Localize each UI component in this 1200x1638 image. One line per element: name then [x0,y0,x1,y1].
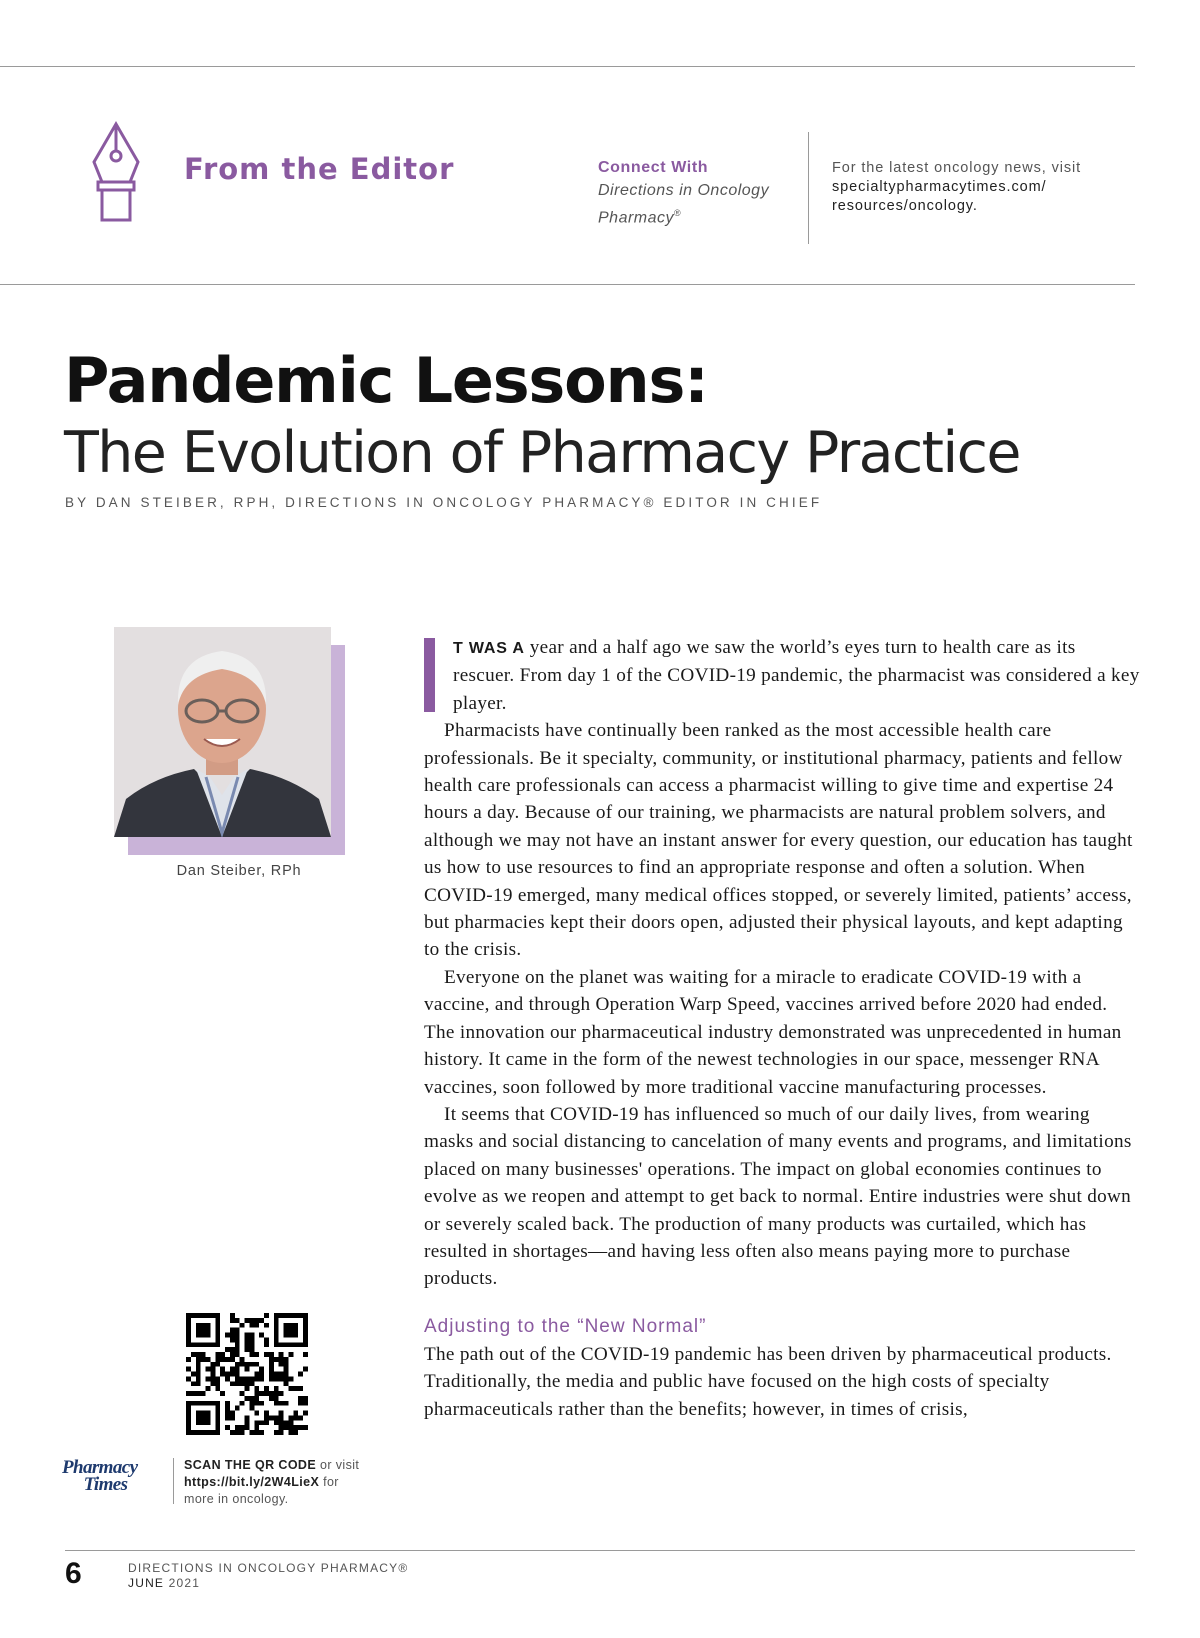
pharmacy-times-logo[interactable] [62,1459,137,1493]
news-url-line2-text: resources/oncology [832,198,973,214]
footer-rule [65,1550,1135,1551]
scan-cta: SCAN THE QR CODE [184,1458,317,1472]
author-photo [114,627,331,837]
registered-mark: ® [674,208,682,218]
section-label: From the Editor [184,152,455,186]
byline: BY DAN STEIBER, RPH, DIRECTIONS IN ONCOLOGY PHARMACY® EDITOR IN CHIEF [65,495,823,510]
qr-code[interactable] [186,1313,308,1435]
article-paragraph: Pharmacists have continually been ranked as the most accessible health care professionals. Be it specialty, community, or institutional pharmacy, patients and fellow health care professionals can access a pharmacist willing to give time and expertise 24 hours a day. Because of our training, we pharmacists are natural problem solvers, and although we may not have an instant answer for every question, our education has taught us how to use resources to find an appropriate response and often a solution. When COVID-19 emerged, many medical offices stopped, or severely limited, patients’ access, but pharmacies kept their doors open, adjusted their physical layouts, and kept adapting to the crisis. [424,720,1133,961]
article-paragraph: Everyone on the planet was waiting for a miracle to eradicate COVID-19 with a vaccine, and through Operation Warp Speed, vaccines arrived before 2020 had ended. The innovation our pharmaceutical industry demonstrated was unprecedented in human history. It came in the form of the newest technologies in our space, messenger RNA vaccines, soon followed by more traditional vaccine manufacturing processes. [424,966,1122,1098]
connect-publication-name: Directions in Oncology Pharmacy [598,182,770,227]
news-url-line2 [832,197,1132,216]
headline-title: Pandemic Lessons: [64,344,708,417]
header-divider [808,132,809,244]
news-block [832,159,1132,216]
top-rule [0,66,1135,67]
paragraph-text: year and a half ago we saw the world’s eyes turn to health care as its rescuer. From day 1 of the COVID-19 pandemic, the pharmacist was considered a key player. [453,637,1140,714]
scan-text [184,1457,384,1508]
news-url-line1: specialtypharmacytimes.com/ [832,179,1047,195]
news-url-period: . [972,198,978,214]
scan-link[interactable]: https://bit.ly/2W4LieX [184,1475,320,1489]
scan-or: or visit [316,1458,360,1472]
news-link[interactable] [832,178,1132,216]
article-paragraph [424,634,1140,717]
lead-in: T WAS A [453,640,525,657]
footer-date [128,1576,200,1591]
article-paragraph: The path out of the COVID-19 pandemic has been driven by pharmaceutical products. Traditionally, the media and public have focused on the high costs of specialty pharmaceuticals rather than the benefits; however, in times of crisis, [424,1343,1112,1420]
drop-cap [424,638,435,712]
page-number: 6 [65,1557,82,1590]
connect-title: Connect With [598,159,709,176]
connect-block [598,156,798,229]
scan-for: for [319,1475,339,1489]
scan-divider [173,1458,174,1504]
scan-more: more in oncology. [184,1492,289,1506]
connect-publication [598,179,798,229]
article-subhead: Adjusting to the “New Normal” [424,1315,707,1337]
photo-caption: Dan Steiber, RPh [176,863,302,879]
headline-subtitle: The Evolution of Pharmacy Practice [64,420,1020,486]
article-paragraph: It seems that COVID-19 has influenced so much of our daily lives, from wearing masks and social distancing to cancelation of many events and programs, and limitations placed on many businesses' operations. The impact on global economies continues to evolve as we reopen and attempt to get back to normal. Entire industries were shut down or severely scaled back. The production of many products was curtailed, which has resulted in shortages—and having less often also means paying more to purchase products. [424,1103,1132,1290]
header-rule [0,284,1135,285]
pen-nib-icon [88,120,144,224]
footer-publication: DIRECTIONS IN ONCOLOGY PHARMACY® [128,1561,409,1575]
footer-year: 2021 [164,1576,201,1590]
article-body [424,634,1140,1423]
logo-line2: Times [83,1474,128,1495]
logo-line1: Pharmacy [62,1457,138,1478]
footer-month: JUNE [128,1576,165,1590]
news-intro: For the latest oncology news, visit [832,160,1082,176]
